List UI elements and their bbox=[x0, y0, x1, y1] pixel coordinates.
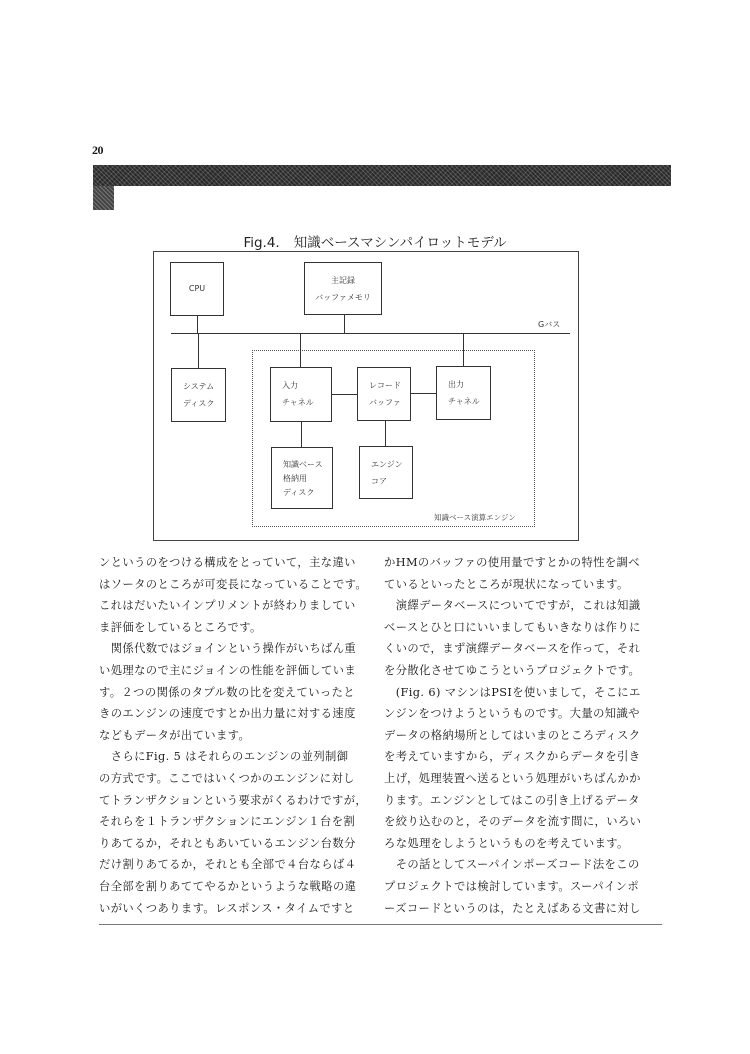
text-line: ろな処理をしようというものを考えています。 bbox=[384, 836, 629, 850]
record-buffer-label-1: レコード bbox=[369, 381, 401, 390]
connector-bus-sysdisk bbox=[198, 333, 199, 368]
text-line: ま評価をしているところです。 bbox=[99, 620, 262, 634]
main-memory-node bbox=[304, 262, 382, 315]
engine-group-label: 知識ベース演算エンジン bbox=[434, 513, 516, 522]
main-memory-label-1: 主記録 bbox=[331, 276, 355, 285]
text-line: の方式です。ここではいくつかのエンジンに対し bbox=[99, 771, 355, 785]
body-column-right bbox=[384, 552, 666, 919]
cpu-label: CPU bbox=[188, 284, 206, 293]
input-channel-label-1: 入力 bbox=[282, 381, 298, 390]
kb-disk-label-1: 知識ベース bbox=[283, 460, 323, 469]
text-line: だけ割りあてるか，それとも全部で４台ならば４ bbox=[99, 858, 357, 872]
figure-title: 知識ベースマシンパイロットモデル bbox=[293, 235, 507, 251]
text-line: を考えていますから，ディスクからデータを引き bbox=[384, 750, 641, 764]
connector-bus-output bbox=[463, 333, 464, 366]
text-line: データの格納場所としてはいまのところディスク bbox=[384, 728, 641, 742]
cpu-node bbox=[170, 262, 224, 316]
text-line: 演繹データベースについてですが，これは知識 bbox=[384, 599, 641, 613]
connector-input-buffer bbox=[332, 394, 357, 395]
connector-cpu-bus bbox=[197, 316, 198, 333]
connector-buffer-output bbox=[411, 393, 436, 394]
text-line: プロジェクトでは検討しています。スーパインポ bbox=[384, 879, 640, 893]
body-column-left bbox=[99, 552, 381, 919]
engine-core-label-2: コア bbox=[371, 477, 387, 486]
text-line: りあてるか，それともあいているエンジン台数分 bbox=[99, 836, 356, 850]
text-line: ているといったところが現状になっています。 bbox=[384, 577, 629, 591]
input-channel-node bbox=[270, 367, 332, 422]
connector-input-kbdisk bbox=[301, 422, 302, 447]
kb-disk-node bbox=[271, 447, 333, 509]
record-buffer-label-2: バッファ bbox=[369, 398, 401, 407]
text-line: 上げ，処理装置へ送るという処理がいちばんかか bbox=[384, 771, 641, 785]
text-line: ーズコードというのは，たとえばある文書に対し bbox=[384, 901, 641, 915]
g-bus-line bbox=[171, 333, 570, 334]
g-bus-label: Gバス bbox=[538, 320, 561, 329]
output-channel-node bbox=[436, 366, 491, 420]
output-channel-label-1: 出力 bbox=[448, 380, 464, 389]
kb-disk-label-3: ディスク bbox=[283, 488, 315, 497]
connector-memory-bus bbox=[344, 315, 345, 333]
text-line: てトランザクションという要求がくるわけですが， bbox=[99, 793, 368, 807]
header-bar bbox=[93, 165, 671, 186]
text-line: い処理なので主にジョインの性能を評価していま bbox=[99, 663, 357, 677]
text-line: などもデータが出ています。 bbox=[99, 728, 251, 742]
text-line: はソータのところが可変長になっていることです。 bbox=[99, 577, 368, 591]
system-disk-label-2: ディスク bbox=[183, 399, 215, 408]
system-disk-node bbox=[171, 368, 226, 422]
engine-core-node bbox=[359, 446, 413, 499]
text-line: ベースとひと口にいいましてもいきなりは作りに bbox=[384, 620, 641, 634]
text-line: かHMのバッファの使用量ですとかの特性を調べ bbox=[384, 556, 640, 569]
connector-buffer-core bbox=[385, 421, 386, 446]
input-channel-label-2: チャネル bbox=[282, 398, 314, 407]
text-line: ンジンをつけようというものです。大量の知識や bbox=[384, 707, 640, 721]
text-line: ります。エンジンとしてはこの引き上げるデータ bbox=[384, 793, 640, 807]
main-memory-label-2: バッファメモリ bbox=[315, 293, 371, 302]
figure-caption bbox=[0, 231, 750, 251]
text-line: 関係代数ではジョインという操作がいちばん重 bbox=[99, 642, 357, 656]
header-tab bbox=[93, 186, 114, 210]
text-line: いがいくつあります。レスポンス・タイムですと bbox=[99, 901, 355, 915]
text-line: す。２つの関係のタプル数の比を変えていったと bbox=[99, 685, 355, 699]
footer-rule bbox=[99, 924, 662, 925]
text-line: きのエンジンの速度ですとか出力量に対する速度 bbox=[99, 707, 356, 721]
kb-disk-label-2: 格納用 bbox=[283, 474, 307, 483]
system-disk-label-1: システム bbox=[183, 382, 215, 391]
text-line: くいので，まず演繹データベースを作って，それ bbox=[384, 642, 641, 656]
text-line: (Fig. 6) マシンはPSIを使いまして，そこにエ bbox=[384, 685, 641, 699]
engine-core-label-1: エンジン bbox=[371, 460, 403, 469]
text-line: ンというのをつける構成をとっていて，主な違い bbox=[99, 556, 356, 569]
text-line: を絞り込むのと，そのデータを流す間に，いろい bbox=[384, 815, 642, 829]
text-line: これはだいたいインプリメントが終わりましてい bbox=[99, 599, 356, 613]
figure-label: Fig.4. bbox=[243, 235, 280, 251]
text-line: さらにFig. 5 はそれらのエンジンの並列制御 bbox=[99, 750, 349, 764]
text-line: を分散化させてゆこうというプロジェクトです。 bbox=[384, 663, 641, 677]
text-line: 台全部を割りあててやるかというような戦略の違 bbox=[99, 879, 357, 893]
connector-bus-input bbox=[300, 333, 301, 367]
page-number: 20 bbox=[92, 143, 103, 157]
text-line: それらを１トランザクションにエンジン１台を割 bbox=[99, 815, 356, 829]
output-channel-label-2: チャネル bbox=[448, 397, 480, 406]
text-line: その話としてスーパインポーズコード法をこの bbox=[384, 858, 640, 872]
record-buffer-node bbox=[357, 367, 411, 421]
